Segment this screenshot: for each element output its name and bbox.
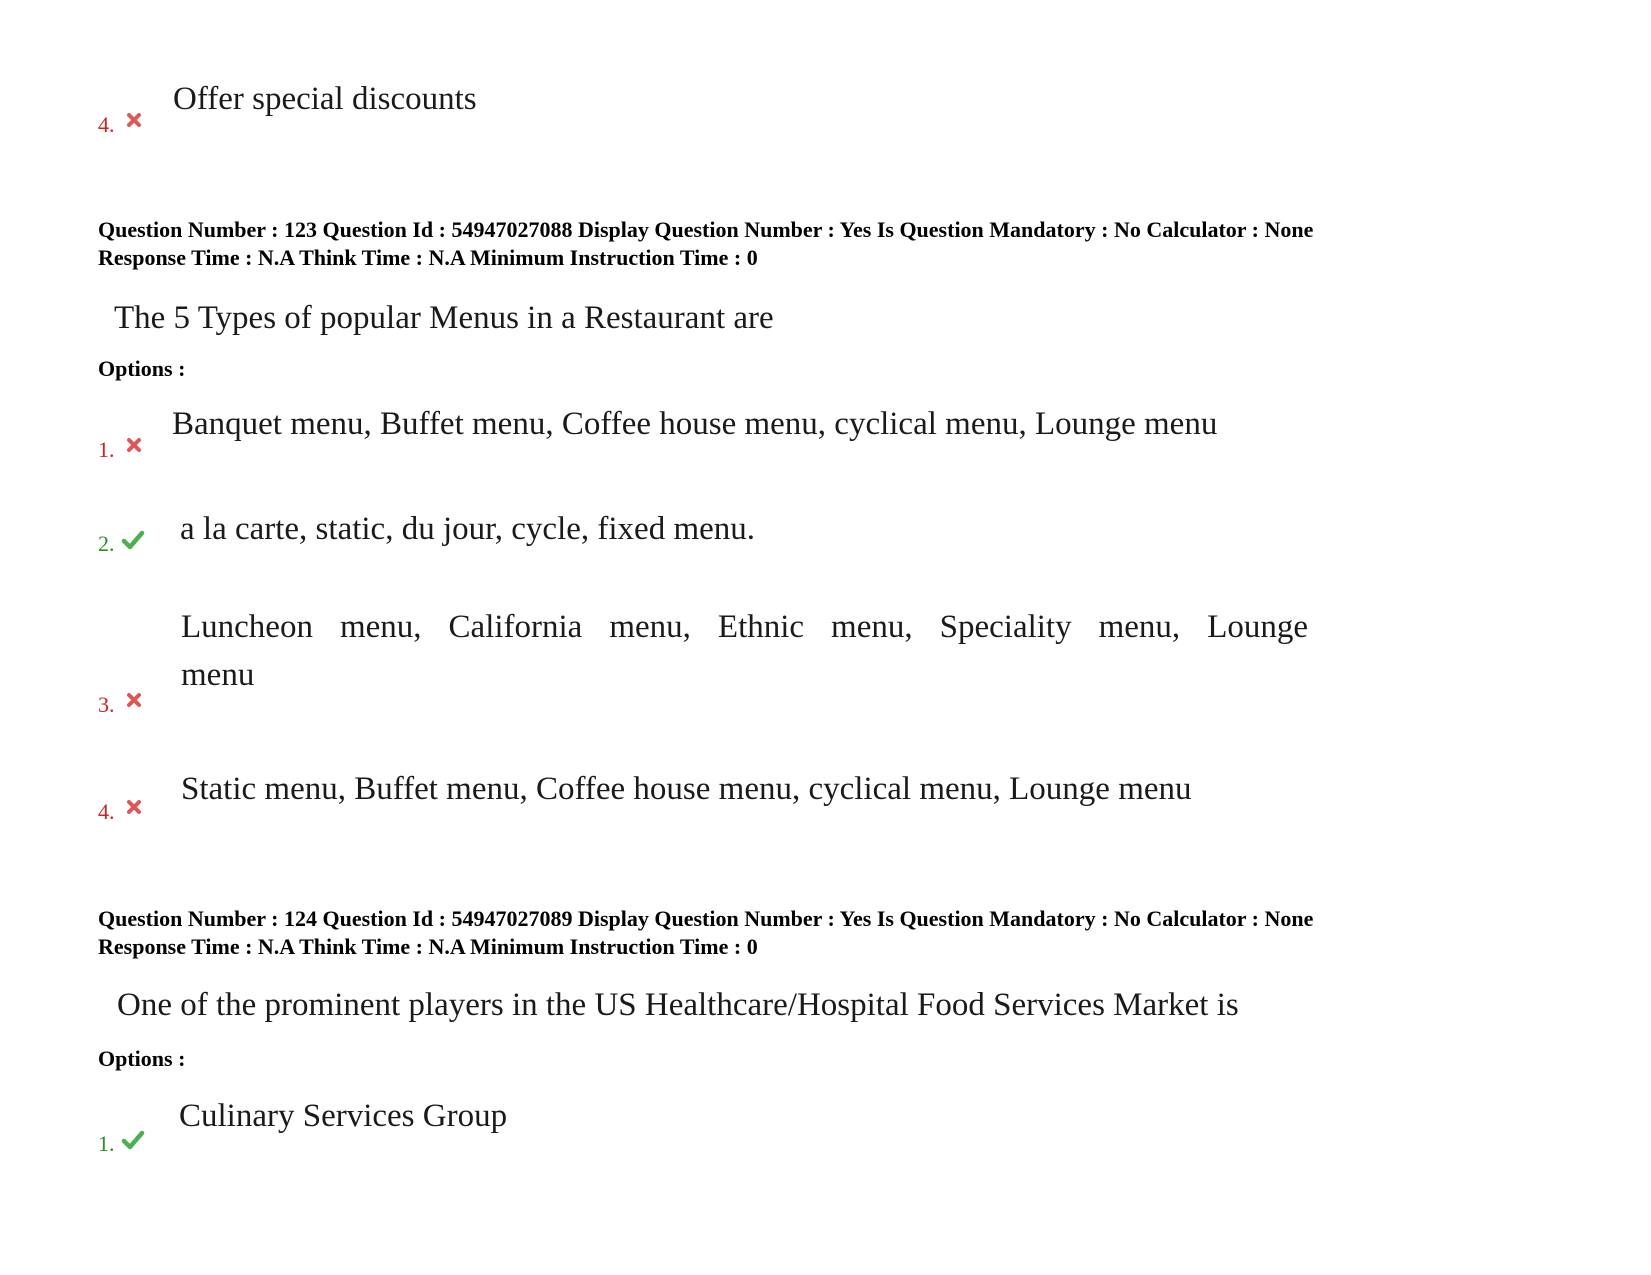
option-text-line2: menu — [181, 657, 255, 693]
question-meta-line1: Question Number : 124 Question Id : 54947027089 Display Question Number : Yes Is Question Mandatory : No Calculator : None — [98, 906, 1314, 931]
options-label: Options : — [98, 1046, 186, 1071]
option-text-line1: Luncheon menu, California menu, Ethnic menu, Speciality menu, Lounge — [181, 609, 1308, 645]
cross-mark-icon — [126, 692, 142, 708]
option-number: 1. — [98, 1131, 115, 1156]
question-meta-line2: Response Time : N.A Think Time : N.A Minimum Instruction Time : 0 — [98, 934, 758, 959]
options-label: Options : — [98, 356, 186, 381]
question-text: The 5 Types of popular Menus in a Restaurant are — [114, 300, 774, 336]
option-text: a la carte, static, du jour, cycle, fixed menu. — [180, 511, 756, 547]
option-number: 4. — [98, 112, 115, 137]
question-text: One of the prominent players in the US Healthcare/Hospital Food Services Market is — [117, 987, 1239, 1023]
option-text: Culinary Services Group — [179, 1098, 508, 1134]
option-number: 4. — [98, 799, 115, 824]
cross-mark-icon — [126, 437, 142, 453]
question-meta-line2: Response Time : N.A Think Time : N.A Minimum Instruction Time : 0 — [98, 245, 758, 270]
check-mark-icon — [121, 530, 145, 550]
check-mark-icon — [121, 1130, 145, 1150]
cross-mark-icon — [126, 799, 142, 815]
option-text: Offer special discounts — [173, 81, 477, 117]
cross-mark-icon — [126, 112, 142, 128]
option-number: 1. — [98, 437, 115, 462]
question-meta-line1: Question Number : 123 Question Id : 54947027088 Display Question Number : Yes Is Question Mandatory : No Calculator : None — [98, 217, 1314, 242]
option-text: Banquet menu, Buffet menu, Coffee house menu, cyclical menu, Lounge menu — [172, 406, 1218, 442]
option-number: 3. — [98, 692, 115, 717]
option-text: Static menu, Buffet menu, Coffee house menu, cyclical menu, Lounge menu — [181, 771, 1192, 807]
option-number: 2. — [98, 531, 115, 556]
